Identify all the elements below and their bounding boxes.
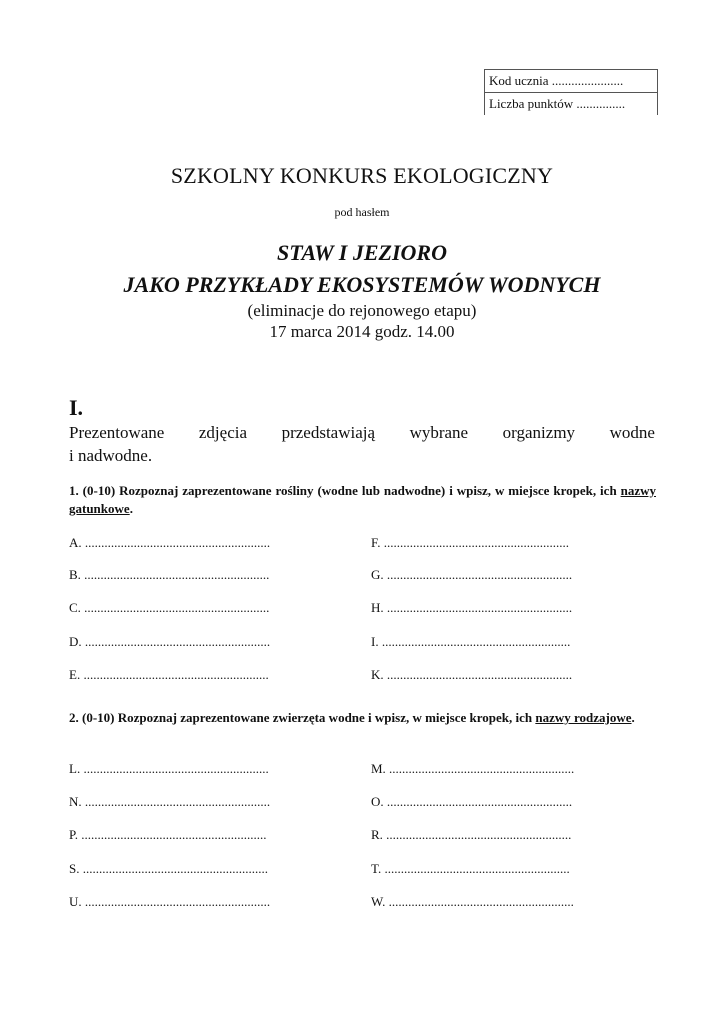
answer-line-u[interactable]: U. .........................................................	[69, 894, 271, 909]
task-1-end: .	[129, 501, 133, 516]
answer-line-d[interactable]: D. .........................................................	[69, 634, 271, 649]
task-2-text: 2. (0-10) Rozpoznaj zaprezentowane zwierzęta wodne i wpisz, w miejsce kropek, ich	[69, 710, 536, 725]
points-field[interactable]: Liczba punktów ...............	[485, 92, 657, 115]
answer-line-f[interactable]: F. .........................................................	[371, 535, 569, 550]
answer-line-b[interactable]: B. .........................................................	[69, 567, 270, 582]
section-intro	[69, 421, 655, 467]
answer-line-c[interactable]: C. .........................................................	[69, 600, 270, 615]
answer-line-m[interactable]: M. .........................................................	[371, 761, 575, 776]
subtitle: (eliminacje do rejonowego etapu)	[247, 301, 477, 320]
task-2-emphasis: nazwy rodzajowe	[535, 710, 632, 725]
motto-label: pod hasłem	[334, 205, 390, 219]
task-1-instruction	[69, 482, 656, 518]
main-title-line-1: STAW I JEZIORO	[277, 240, 447, 265]
answer-line-w[interactable]: W. .........................................................	[371, 894, 574, 909]
answer-line-g[interactable]: G. .........................................................	[371, 567, 573, 582]
main-title-line-2: JAKO PRZYKŁADY EKOSYSTEMÓW WODNYCH	[123, 272, 601, 297]
section-numeral: I.	[69, 395, 84, 420]
task-1-emphasis: nazwy gatunkowe	[69, 483, 656, 516]
answer-line-a[interactable]: A. .........................................................	[69, 535, 271, 550]
answer-line-t[interactable]: T. .........................................................	[371, 861, 570, 876]
answer-line-o[interactable]: O. .........................................................	[371, 794, 573, 809]
student-code-box	[484, 69, 658, 115]
intro-line-2: i nadwodne.	[69, 446, 153, 465]
student-code-field[interactable]: Kod ucznia ......................	[489, 73, 624, 88]
answer-line-e[interactable]: E. .........................................................	[69, 667, 269, 682]
answer-line-i[interactable]: I. ..........................................................	[371, 634, 571, 649]
intro-word: organizmy	[502, 423, 576, 442]
answer-line-s[interactable]: S. .........................................................	[69, 861, 268, 876]
answer-line-p[interactable]: P. .........................................................	[69, 827, 267, 842]
task-2-end: .	[631, 710, 635, 725]
intro-word: zdjęcia	[198, 423, 248, 442]
intro-word: wybrane	[409, 423, 469, 442]
intro-word: przedstawiają	[281, 423, 376, 442]
intro-line-1	[69, 421, 655, 444]
answer-line-h[interactable]: H. .........................................................	[371, 600, 573, 615]
answer-line-r[interactable]: R. .........................................................	[371, 827, 572, 842]
exam-date: 17 marca 2014 godz. 14.00	[269, 322, 455, 341]
contest-title: SZKOLNY KONKURS EKOLOGICZNY	[170, 163, 554, 188]
task-2-instruction	[69, 709, 656, 727]
answer-line-n[interactable]: N. .........................................................	[69, 794, 271, 809]
intro-word: wodne	[609, 423, 655, 442]
answer-line-l[interactable]: L. .........................................................	[69, 761, 269, 776]
intro-word: Prezentowane	[69, 423, 165, 442]
answer-line-k[interactable]: K. .........................................................	[371, 667, 573, 682]
task-1-text: 1. (0-10) Rozpoznaj zaprezentowane rośliny (wodne lub nadwodne) i wpisz, w miejsce kropek, ich	[69, 483, 621, 498]
